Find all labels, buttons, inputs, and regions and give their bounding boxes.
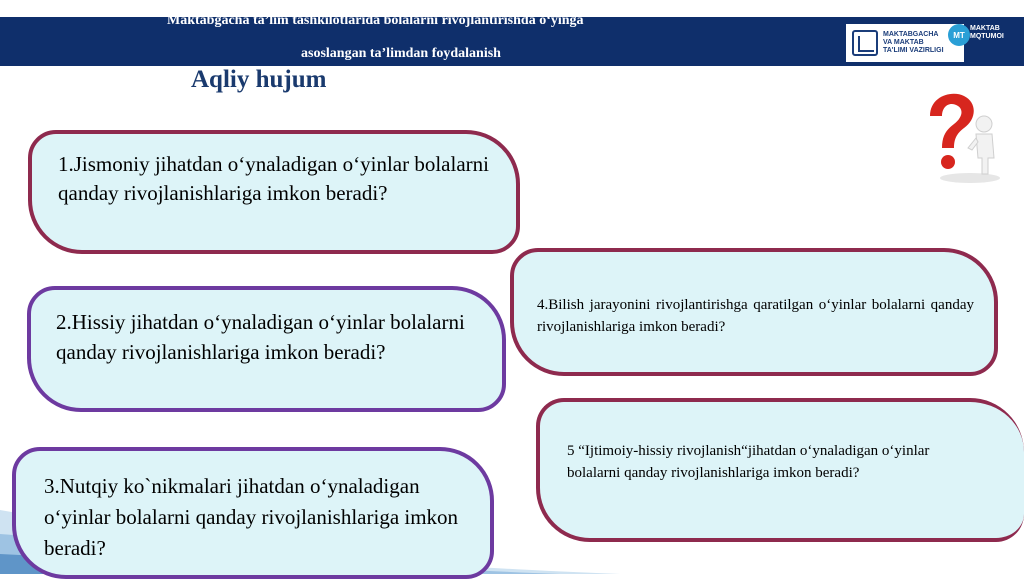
question-bubble-5	[536, 398, 1024, 542]
header-title-line-2: asoslangan ta’limdan foydalanish	[301, 46, 501, 61]
ministry-logo	[846, 24, 964, 62]
secondary-logo-icon: MT	[948, 24, 970, 46]
question-mark-figure-icon	[912, 86, 1012, 186]
ministry-logo-text: MAKTABGACHA VA MAKTAB TA'LIMI VAZIRLIGI	[883, 31, 944, 54]
ministry-logo-icon	[852, 30, 878, 56]
question-text-3: 3.Nutqiy ko`nikmalari jihatdan o‘ynaladigan o‘yinlar bolalarni qanday rivojlanishlariga imkon beradi?	[44, 474, 459, 560]
question-text-5: 5 “Ijtimoiy-hissiy rivojlanish“jihatdan o‘ynaladigan o‘yinlar bolalarni qanday rivojlanishlariga imkon beradi?	[567, 443, 930, 481]
question-bubble-1	[28, 130, 520, 254]
header-bar	[0, 13, 1024, 66]
question-bubble-2	[27, 286, 506, 412]
header-title-line-1: Maktabgacha ta’lim tashkilotlarida bolalarni rivojlantirishda o‘yinga	[167, 13, 584, 28]
question-text-2: 2.Hissiy jihatdan o‘ynaladigan o‘yinlar bolalarni qanday rivojlanishlariga imkon beradi?	[56, 310, 465, 364]
secondary-logo-text: MAKTAB MQTUMOI	[970, 25, 1004, 40]
question-text-4: 4.Bilish jarayonini rivojlantirishga qaratilgan o‘yinlar bolalarni qanday rivojlanishlariga imkon beradi?	[537, 297, 974, 335]
question-bubble-4	[510, 248, 998, 376]
question-text-1: 1.Jismoniy jihatdan o‘ynaladigan o‘yinlar bolalarni qanday rivojlanishlariga imkon beradi?	[58, 152, 489, 205]
page-title: Aqliy hujum	[191, 66, 327, 93]
question-bubble-3	[12, 447, 494, 579]
